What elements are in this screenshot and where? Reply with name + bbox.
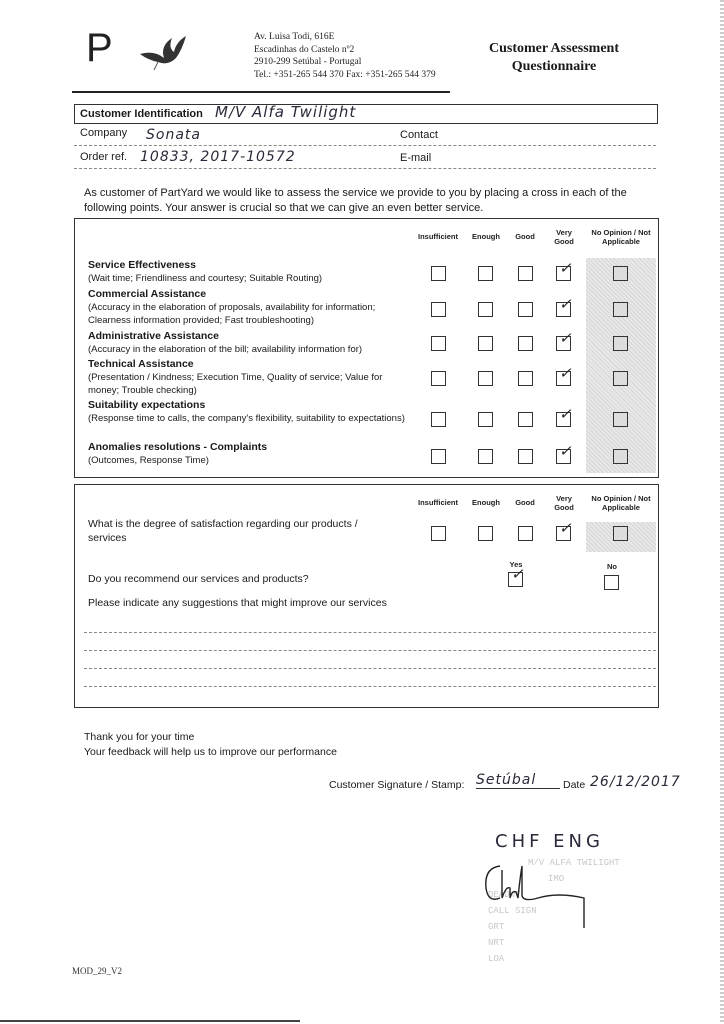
stamp-line: LOA [488,954,505,964]
satisfaction-checkbox-no-opinion-not-applicable[interactable] [613,526,628,541]
rating-checkbox-good[interactable] [518,449,533,464]
rating-checkbox-enough[interactable] [478,266,493,281]
criterion-description: (Accuracy in the elaboration of proposals, availability for information; Clearness information provided; Fast troubleshooting) [88,302,376,326]
stamp-line: DEADWT [488,890,521,900]
email-label: E-mail [400,152,432,164]
criterion-title: Administrative Assistance [88,330,219,342]
rating-checkbox-good[interactable] [518,302,533,317]
yes-label: Yes [509,560,523,569]
stamp-line: IMO [548,874,565,884]
criterion-title: Service Effectiveness [88,259,196,271]
stamp-line: GRT [488,922,505,932]
signature-label: Customer Signature / Stamp: [329,779,465,791]
logo-letter: P [86,26,113,70]
document-title [474,40,634,76]
rating-checkbox-insufficient[interactable] [431,449,446,464]
rating-checkbox-very-good[interactable] [556,330,572,351]
rating-checkbox-very-good[interactable] [556,260,572,281]
order-ref-label: Order ref. [80,151,128,163]
suggestions-label: Please indicate any suggestions that might improve our services [88,597,387,609]
rating-checkbox-good[interactable] [518,412,533,427]
title-line: Customer Assessment [488,41,619,56]
row-divider [74,168,656,169]
recommend-no-checkbox[interactable] [604,575,619,590]
closing-line: Thank you for your time [84,731,195,743]
col-header-insufficient: Insufficient [417,498,458,507]
date-field[interactable]: 26/12/2017 [590,774,681,790]
closing-line: Your feedback will help us to improve our performance [84,746,337,758]
bird-logo-icon [138,32,190,72]
rating-checkbox-good[interactable] [518,371,533,386]
rating-checkbox-insufficient[interactable] [431,412,446,427]
rating-checkbox-enough[interactable] [478,449,493,464]
satisfaction-checkbox-very-good[interactable] [556,520,572,541]
rating-checkbox-no-opinion-not-applicable[interactable] [613,302,628,317]
rating-checkbox-insufficient[interactable] [431,371,446,386]
signature-scribble-icon [478,858,618,928]
signature-field[interactable]: Setúbal [476,772,560,789]
company-field[interactable]: Sonata [146,127,201,143]
rating-checkbox-enough[interactable] [478,302,493,317]
criterion-title: Commercial Assistance [88,288,207,300]
recommend-question: Do you recommend our services and products? [88,573,309,585]
check-mark-icon: ✓ [559,520,572,537]
rating-checkbox-very-good[interactable] [556,443,572,464]
criterion-title: Anomalies resolutions - Complaints [88,441,268,453]
rating-checkbox-no-opinion-not-applicable[interactable] [613,266,628,281]
suggestion-line-4[interactable] [84,686,656,687]
check-mark-icon: ✓ [559,296,572,313]
satisfaction-checkbox-insufficient[interactable] [431,526,446,541]
stamp-line: M/V ALFA TWILIGHT [528,858,620,868]
col-header-enough: Enough [472,498,500,507]
check-mark-icon: ✓ [559,406,572,423]
criterion-description: (Presentation / Kindness; Execution Time, Quality of service; Value for money; Trouble checking) [88,372,383,396]
handwritten-role: CHF ENG [495,831,604,852]
rating-checkbox-insufficient[interactable] [431,302,446,317]
rating-checkbox-good[interactable] [518,266,533,281]
col-header-good: Good [515,498,535,507]
contact-label: Contact [400,129,438,141]
col-header-very-good: Very Good [554,228,574,246]
col-header-no-opinion: No Opinion / Not Applicable [591,228,651,246]
address-line: Escadinhas do Castelo nº2 [254,44,355,55]
rating-checkbox-no-opinion-not-applicable[interactable] [613,336,628,351]
satisfaction-checkbox-good[interactable] [518,526,533,541]
recommend-yes-checkbox[interactable] [508,566,524,587]
header-rule [72,91,450,93]
rating-checkbox-no-opinion-not-applicable[interactable] [613,371,628,386]
closing-text [84,730,337,760]
na-column-shade [586,258,656,473]
col-header-insufficient: Insufficient [417,232,458,241]
rating-checkbox-very-good[interactable] [556,406,572,427]
rating-checkbox-insufficient[interactable] [431,336,446,351]
row-divider [74,145,656,146]
rating-checkbox-enough[interactable] [478,412,493,427]
check-mark-icon: ✓ [511,566,524,583]
col-header-very-good: Very Good [554,494,574,512]
criterion-description: (Accuracy in the elaboration of the bill; availability information for) [88,344,363,355]
rating-checkbox-enough[interactable] [478,336,493,351]
company-address [254,31,436,81]
rating-checkbox-good[interactable] [518,336,533,351]
date-label: Date [563,779,586,791]
order-ref-field[interactable]: 10833, 2017-10572 [140,149,296,165]
check-mark-icon: ✓ [559,365,572,382]
satisfaction-question: What is the degree of satisfaction regarding our products / services [88,518,358,544]
company-label: Company [80,127,128,139]
rating-checkbox-very-good[interactable] [556,296,572,317]
address-line: Tel.: +351-265 544 370 Fax: +351-265 544 379 [254,69,436,80]
rating-checkbox-no-opinion-not-applicable[interactable] [613,412,628,427]
check-mark-icon: ✓ [559,330,572,347]
rating-checkbox-insufficient[interactable] [431,266,446,281]
check-mark-icon: ✓ [559,260,572,277]
stamp-line: CALL SIGN [488,906,537,916]
no-label: No [607,562,617,571]
scan-edge [720,0,724,1024]
contact-field[interactable] [445,128,655,142]
rating-checkbox-enough[interactable] [478,371,493,386]
form-code: MOD_29_V2 [72,966,123,976]
criterion-description: (Response time to calls, the company's flexibility, suitability to expectations) [88,413,405,424]
criterion-description: (Wait time; Friendliness and courtesy; Suitable Routing) [88,273,323,284]
suggestion-line-2[interactable] [84,650,656,651]
check-mark-icon: ✓ [559,443,572,460]
title-line: Questionnaire [511,59,597,74]
address-line: 2910-299 Setúbal - Portugal [254,57,362,67]
col-header-no-opinion: No Opinion / Not Applicable [591,494,651,512]
satisfaction-checkbox-enough[interactable] [478,526,493,541]
criterion-description: (Outcomes, Response Time) [88,455,209,466]
scan-edge-bottom [0,1020,300,1022]
suggestion-line-3[interactable] [84,668,656,669]
suggestion-line-1[interactable] [84,632,656,633]
address-line: Av. Luisa Todi, 616E [254,32,335,42]
customer-identification-label: Customer Identification [80,108,203,120]
email-field[interactable] [445,151,655,165]
col-header-enough: Enough [472,232,500,241]
stamp-line: NRT [488,938,505,948]
intro-text: As customer of PartYard we would like to assess the service we provide to you by placing a cross in each of the following points. Your answer is crucial so that we can give an even better service. [84,187,627,214]
col-header-good: Good [515,232,535,241]
customer-identification-field[interactable]: M/V Alfa Twilight [215,103,357,121]
rating-checkbox-no-opinion-not-applicable[interactable] [613,449,628,464]
rating-checkbox-very-good[interactable] [556,365,572,386]
criterion-title: Suitability expectations [88,399,206,411]
criterion-title: Technical Assistance [88,358,194,370]
